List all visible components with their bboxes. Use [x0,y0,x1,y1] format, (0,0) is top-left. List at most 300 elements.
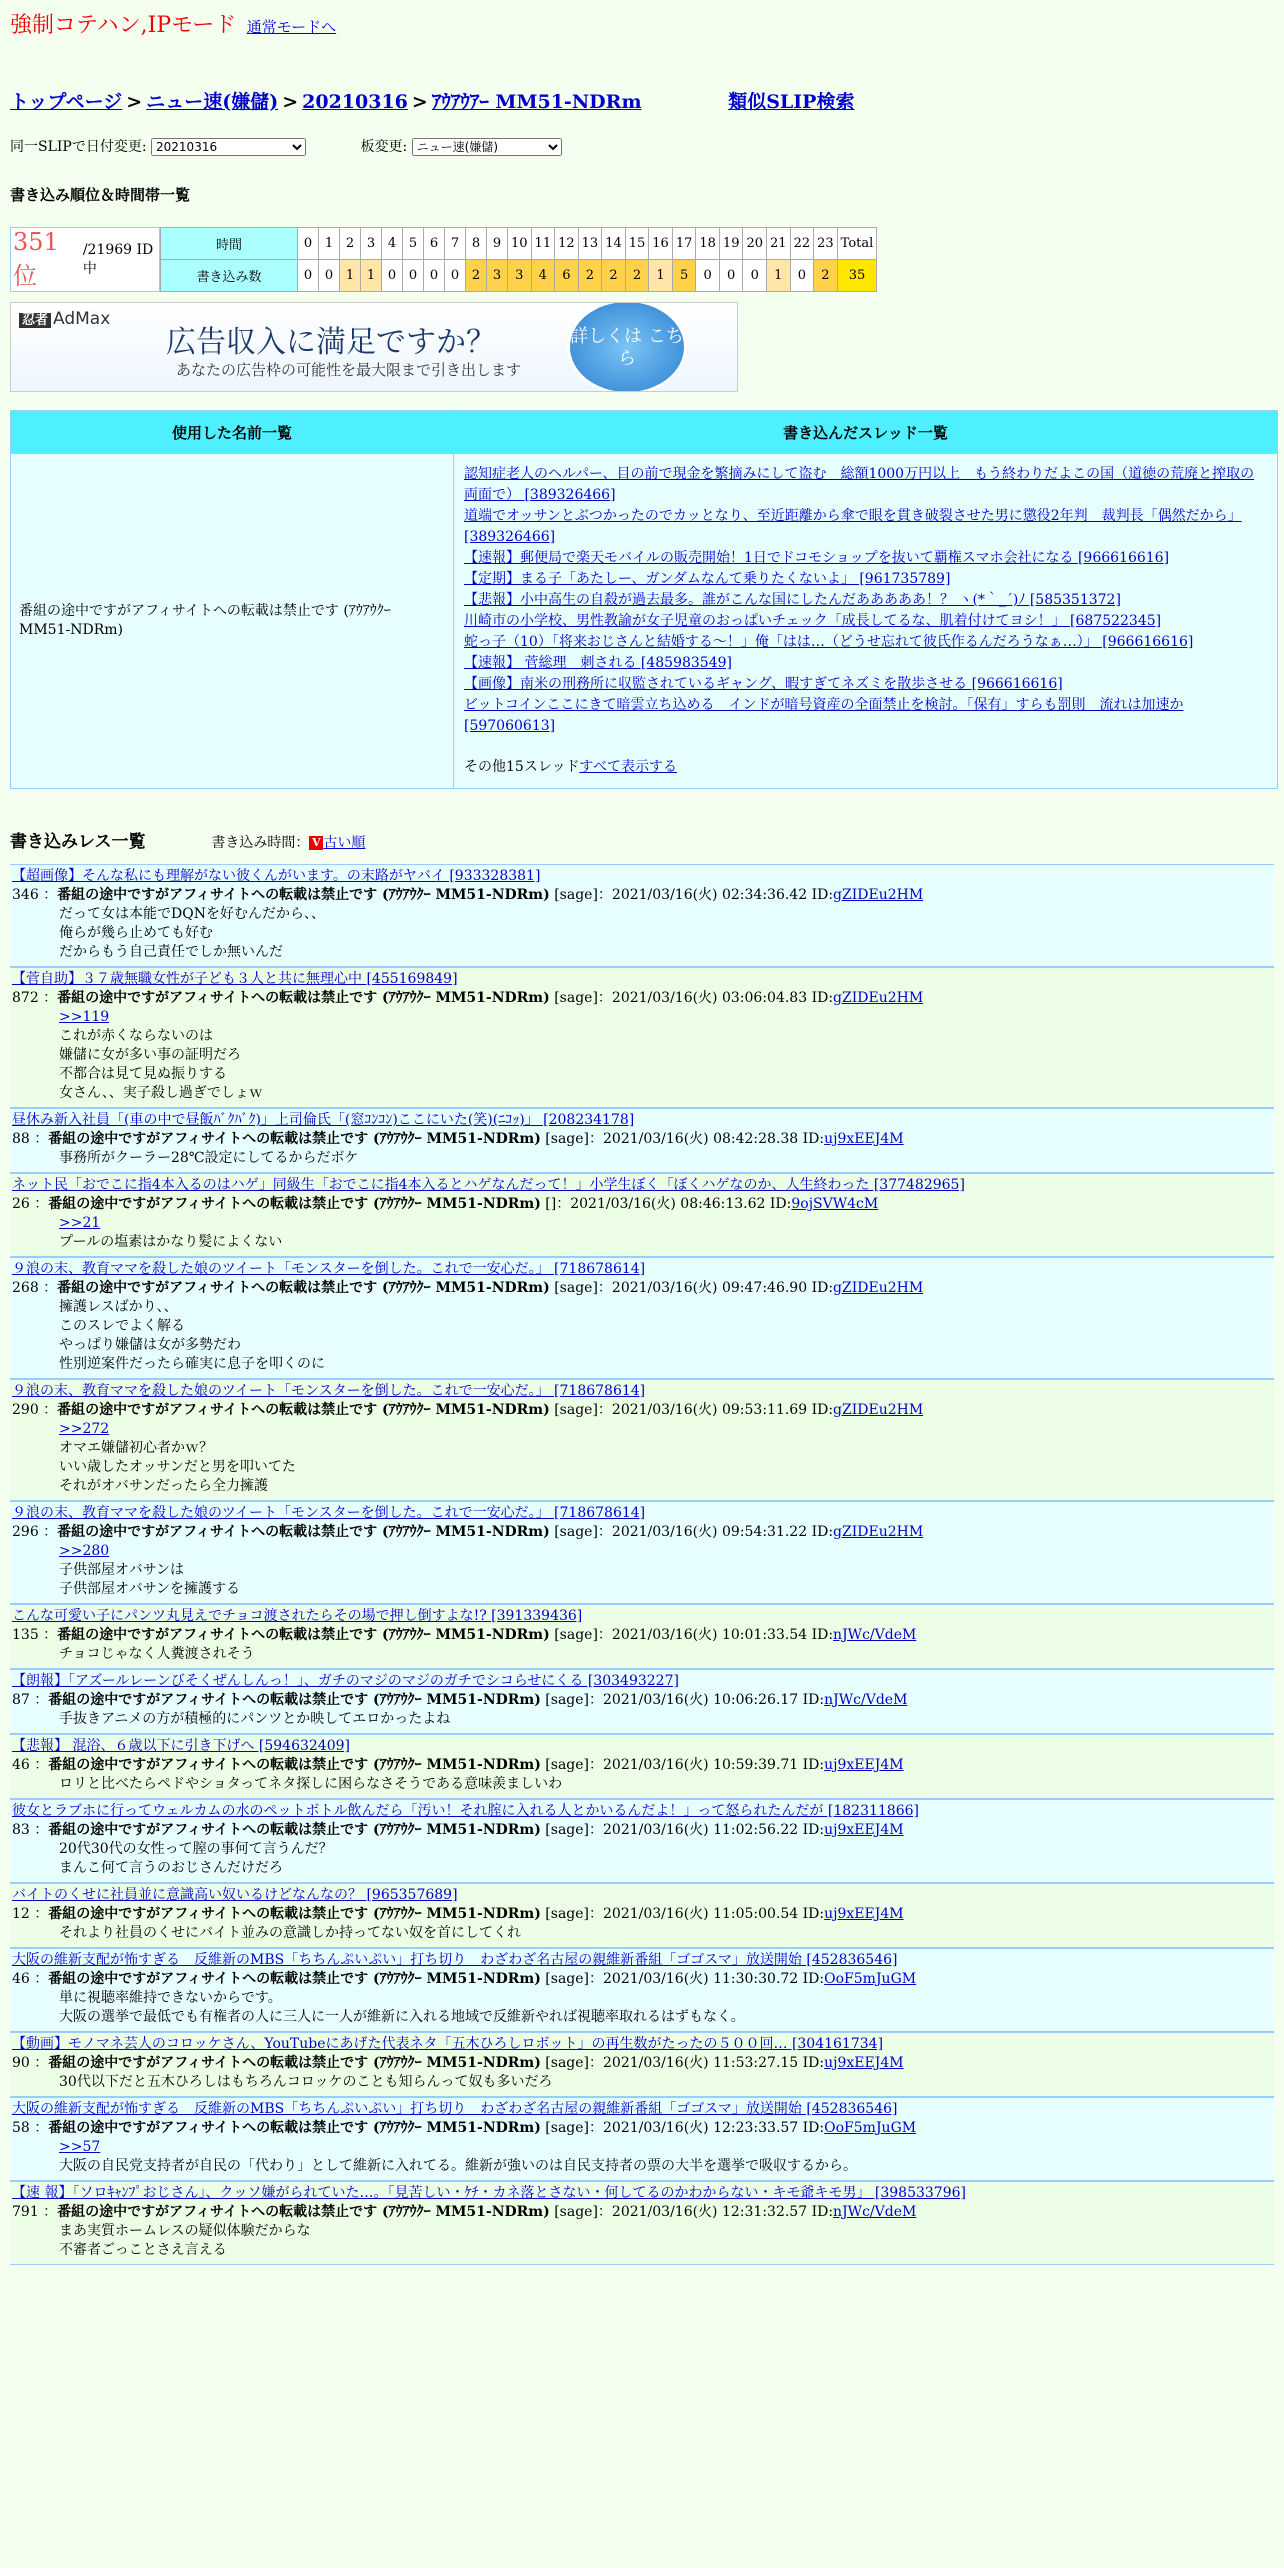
ad-subtext: あなたの広告枠の可能性を最大限まで引き出します [176,361,522,379]
reply-anchor [59,2138,1272,2157]
post [10,1669,1274,1734]
breadcrumb-sep: > [282,91,299,113]
hour-cell: 1 [319,228,340,260]
post-id-link[interactable]: gZIDEu2HM [833,990,924,1006]
thread-link[interactable]: ビットコインここにきて暗雲立ち込める インドが暗号資産の全面禁止を検討。「保有」すらも罰則 流れは加速か [597060613] [464,697,1184,734]
count-cell: 5 [672,260,696,292]
post-body [12,1924,1272,1943]
post-line: このスレでよく解る [59,1318,185,1334]
post [10,1948,1274,2032]
post-thread-link[interactable]: ネット民「おでこに指4本入るのはハゲ」同級生「おでこに指4本入るとハゲなんだって！」小学生ぼく「ぼくハゲなのか、人生終わった [377482965] [12,1177,965,1193]
post-mail: [sage]： [540,1906,603,1922]
count-cell: 2 [625,260,649,292]
post [10,1501,1274,1604]
sort-v-icon: V [309,836,323,850]
count-cell: 35 [837,260,877,292]
post-date: 2021/03/16(火) 09:53:11.69 ID: [611,1402,834,1418]
post-body [12,2073,1272,2092]
post [10,2181,1274,2265]
hour-cell: 19 [719,228,743,260]
post-meta [12,1130,1272,1149]
post-name: 番組の途中ですがアフィサイトへの転載は禁止です (ｱｳｱｳｸｰ MM51-NDRm) [57,1402,550,1418]
reply-anchor [59,1542,1272,1561]
post-thread-link[interactable]: 【動画】モノマネ芸人のコロッケさん、YouTubeにあげた代表ネタ「五木ひろしロボット」の再生数がたったの５００回… [304161734] [12,2036,884,2052]
post-number: 135 ： [12,1627,58,1643]
post-id-link[interactable]: gZIDEu2HM [833,1524,924,1540]
post-name: 番組の途中ですがアフィサイトへの転載は禁止です (ｱｳｱｳｸｰ MM51-NDRm) [57,990,550,1006]
hour-cell: 11 [531,228,555,260]
count-cell: 0 [319,260,340,292]
threads-column-header: 書き込んだスレッド一覧 [454,411,1278,454]
post-meta [12,2119,1272,2138]
post-body [12,1775,1272,1794]
count-cell: 1 [767,260,791,292]
post-date: 2021/03/16(火) 11:53:27.15 ID: [603,2055,825,2071]
post-id-link[interactable]: uj9xEEJ4M [824,1131,904,1147]
thread-list-item [464,674,1267,695]
post-name: 番組の途中ですがアフィサイトへの転載は禁止です (ｱｳｱｳｸｰ MM51-NDRm) [48,1971,541,1987]
post-id-link[interactable]: OoF5mJuGM [824,1971,917,1987]
post-id-link[interactable]: uj9xEEJ4M [824,1906,904,1922]
thread-list-cell [454,454,1278,789]
post-date: 2021/03/16(火) 08:46:13.62 ID: [570,1196,792,1212]
board-select[interactable] [412,138,562,156]
sort-control [211,835,365,851]
admax-logo [19,309,110,329]
res-section-header [10,827,1274,852]
post-meta [12,1691,1272,1710]
post-thread-link[interactable]: バイトのくせに社員並に意識高い奴いるけどなんなの？ [965357689] [12,1887,458,1903]
post-line: 大阪の選挙で最低でも有権者の人に三人に一人が維新に入れる地域で反維新やれば視聴率取れるはずもなく。 [59,2009,745,2025]
count-cell: 1 [340,260,361,292]
post-thread-link[interactable]: 彼女とラブホに行ってウェルカムの水のペットボトル飲んだら「汚い！それ腟に入れる人とかいるんだよ！」って怒られたんだが [182311866] [12,1803,919,1819]
used-name: 番組の途中ですがアフィサイトへの転載は禁止です (ｱｳｱｳｸｰ MM51-NDRm) [11,454,454,789]
post-mail: [sage]： [540,2055,603,2071]
hours-row [161,228,877,260]
post-list [10,864,1274,2265]
hour-cell: 6 [424,228,445,260]
post-thread-link[interactable]: 【朗報】「アズールレーンびそくぜんしんっ！」、ガチのマジのマジのガチでシコらせにくる [303493227] [12,1673,679,1689]
count-cell: 0 [696,260,720,292]
post-mail: [sage]： [540,1131,603,1147]
post-id-link[interactable]: gZIDEu2HM [833,1402,924,1418]
post-thread-link[interactable]: 【悲報】 混浴、６歳以下に引き下げへ [594632409] [12,1738,350,1754]
post [10,1173,1274,1257]
post-meta [12,886,1272,905]
reply-anchor [59,1008,1272,1027]
reply-anchor-link[interactable]: >>280 [59,1543,110,1559]
thread-list-item [464,695,1267,737]
post-line: それがオバサンだったら全力擁護 [59,1478,269,1494]
post-thread-link[interactable]: こんな可愛い子にパンツ丸見えでチョコ渡されたらその場で押し倒すよな!? [391339436] [12,1608,583,1624]
thread-list-item [464,464,1267,506]
post-meta [12,989,1272,1008]
show-all-threads-link[interactable]: すべて表示する [579,759,677,775]
post-mail: [sage]： [549,887,612,903]
post-thread-link[interactable]: 【菅自助】３７歳無職女性が子ども３人と共に無理心中 [455169849] [12,971,458,987]
post-id-link[interactable]: gZIDEu2HM [833,1280,924,1296]
rank-box [10,227,160,292]
hour-cell: 15 [625,228,649,260]
post-body [12,1542,1272,1599]
post-number: 12 ： [12,1906,49,1922]
post-line: プールの塩素はかなり髪によくない [59,1234,283,1250]
post-date: 2021/03/16(火) 12:31:32.57 ID: [611,2204,834,2220]
post-body [12,905,1272,962]
post-meta [12,1523,1272,1542]
count-cell: 3 [508,260,532,292]
counts-row [161,260,877,292]
post-mail: [sage]： [549,1627,612,1643]
post-meta [12,1821,1272,1840]
post-line: 30代以下だと五木ひろしはもちろんコロッケのことも知らんって奴も多いだろ [59,2074,553,2090]
post-number: 87 ： [12,1692,49,1708]
post-body [12,1710,1272,1729]
hour-cell: 12 [555,228,579,260]
post-name: 番組の途中ですがアフィサイトへの転載は禁止です (ｱｳｱｳｸｰ MM51-NDRm) [48,1692,541,1708]
post-line: 大阪の自民党支持者が自民の「代わり」として維新に入れてる。維新が強いのは自民支持者の票の大半を選挙で吸収するから。 [59,2158,857,2174]
thread-link[interactable]: 【悲報】小中高生の自殺が過去最多。誰がこんな国にしたんだあああああ！？ ヽ(*｀_´)ﾉ [585351372] [464,592,1121,608]
reply-anchor [59,1420,1272,1439]
post-mail: [sage]： [540,1822,603,1838]
post-id-link[interactable]: nJWc/VdeM [833,2204,917,2220]
hour-cell: 9 [487,228,508,260]
breadcrumb-slip[interactable]: ｱｳｱｳｱｰ MM51-NDRm [431,91,642,113]
post-thread-link[interactable]: 大阪の維新支配が怖すぎる 反維新のMBS「ちちんぷいぷい」打ち切り わざわざ名古屋の親維新番組「ゴゴスマ」放送開始 [452836546] [12,2101,898,2117]
count-cell: 0 [424,260,445,292]
thread-link[interactable]: 【速報】 菅総理 刺される [485983549] [464,655,732,671]
post-meta [12,1626,1272,1645]
hour-cell: 8 [466,228,487,260]
post-line: 不審者ごっことさえ言える [59,2242,227,2258]
count-cell: 6 [555,260,579,292]
post-id-link[interactable]: uj9xEEJ4M [824,2055,904,2071]
post [10,1379,1274,1501]
post [10,1734,1274,1799]
thread-list-item [464,632,1267,653]
post-line: やっぱり嫌儲は女が多勢だわ [59,1337,241,1353]
post-number: 268 ： [12,1280,58,1296]
post-name: 番組の途中ですがアフィサイトへの転載は禁止です (ｱｳｱｳｸｰ MM51-NDRm) [48,1822,541,1838]
post-name: 番組の途中ですがアフィサイトへの転載は禁止です (ｱｳｱｳｸｰ MM51-NDRm) [48,1196,541,1212]
post-id-link[interactable]: 9ojSVW4cM [791,1196,879,1212]
admax-logo-text: AdMax [53,309,111,329]
post-mail: [sage]： [540,1971,603,1987]
post-number: 346 ： [12,887,58,903]
post-name: 番組の途中ですがアフィサイトへの転載は禁止です (ｱｳｱｳｸｰ MM51-NDRm) [48,2055,541,2071]
thread-list-item [464,548,1267,569]
post-meta [12,1905,1272,1924]
mode-title: 強制コテハン,IPモード [10,13,237,38]
thread-list-item [464,653,1267,674]
post-line: いい歳したオッサンだと男を叩いてた [59,1459,296,1475]
post-line: 20代30代の女性って膣の事何て言うんだ？ [59,1841,333,1857]
count-cell: 2 [466,260,487,292]
post-line: ロリと比べたらペドやショタってネタ探しに困らなさそうである意味羨ましいわ [59,1776,563,1792]
post-date: 2021/03/16(火) 11:30:30.72 ID: [603,1971,825,1987]
count-cell: 2 [602,260,626,292]
post-meta [12,2203,1272,2222]
count-cell: 0 [382,260,403,292]
rank-total: /21969 ID中 [82,241,154,277]
post-line: 擁護レスばかり、、 [59,1299,178,1315]
count-cell: 0 [298,260,319,292]
thread-list-item [464,611,1267,632]
rank-value: 351 位 [13,228,59,290]
post [10,1604,1274,1669]
hours-row-label: 時間 [161,228,298,260]
breadcrumb-board[interactable]: ニュー速(嫌儲) [146,91,279,113]
post-name: 番組の途中ですがアフィサイトへの転載は禁止です (ｱｳｱｳｸｰ MM51-NDRm) [48,1906,541,1922]
post-body [12,1840,1272,1878]
post-name: 番組の途中ですがアフィサイトへの転載は禁止です (ｱｳｱｳｸｰ MM51-NDRm) [57,2204,550,2220]
breadcrumb-top[interactable]: トップページ [10,91,123,113]
count-cell: 1 [649,260,673,292]
count-cell: 0 [719,260,743,292]
post-date: 2021/03/16(火) 10:06:26.17 ID: [603,1692,825,1708]
post-mail: [sage]： [540,1757,603,1773]
post-date: 2021/03/16(火) 09:47:46.90 ID: [611,1280,834,1296]
post-number: 872 ： [12,990,58,1006]
hour-cell: 22 [790,228,814,260]
post-mail: [sage]： [549,990,612,1006]
post-line: チョコじゃなく人糞渡されそう [59,1646,255,1662]
post-line: まあ実質ホームレスの疑似体験だからな [59,2223,311,2239]
breadcrumb-sep: > [126,91,143,113]
post-mail: [sage]： [549,1402,612,1418]
count-cell: 0 [790,260,814,292]
board-change-label: 板変更: [360,139,408,155]
post [10,864,1274,967]
reply-anchor [59,1214,1272,1233]
post-mail: [sage]： [540,1692,603,1708]
post [10,2097,1274,2181]
post-id-link[interactable]: nJWc/VdeM [833,1627,917,1643]
post-number: 90 ： [12,2055,49,2071]
hour-cell: 5 [403,228,424,260]
controls [10,136,1274,156]
post-mail: [sage]： [549,1280,612,1296]
post-id-link[interactable]: gZIDEu2HM [833,887,924,903]
rank-section [10,227,1274,292]
reply-anchor-link[interactable]: >>21 [59,1215,101,1231]
post-meta [12,1970,1272,1989]
count-cell: 4 [531,260,555,292]
post-body [12,1298,1272,1374]
ad-details-button[interactable]: 詳しくは こちら [567,302,687,392]
post-date: 2021/03/16(火) 03:06:04.83 ID: [611,990,834,1006]
post-line: 事務所がクーラー28℃設定にしてるからだボケ [59,1150,359,1166]
post-thread-link[interactable]: ９浪の末、教育ママを殺した娘のツイート「モンスターを倒した。これで一安心だ。」 [718678614] [12,1383,646,1399]
names-column-header: 使用した名前一覧 [11,411,454,454]
thread-link[interactable]: 認知症老人のヘルパー、目の前で現金を繁摘みにして盗む 総額1000万円以上 もう終わりだよこの国（道徳の荒廃と搾取の両面で） [389326466] [464,466,1255,503]
post-date: 2021/03/16(火) 02:34:36.42 ID: [611,887,834,903]
post-name: 番組の途中ですがアフィサイトへの転載は禁止です (ｱｳｱｳｸｰ MM51-NDRm) [57,1280,550,1296]
post-date: 2021/03/16(火) 12:23:33.57 ID: [603,2120,825,2136]
post-body [12,1645,1272,1664]
post-mail: [sage]： [540,2120,603,2136]
post-number: 83 ： [12,1822,49,1838]
post-date: 2021/03/16(火) 10:01:33.54 ID: [611,1627,834,1643]
post-line: 手抜きアニメの方が積極的にパンツとか映してエロかったよね [59,1711,451,1727]
hour-cell: 16 [649,228,673,260]
post [10,1799,1274,1883]
post [10,1108,1274,1173]
hour-cell: 3 [361,228,382,260]
post-line: 子供部屋オバサンは [59,1562,185,1578]
res-heading: 書き込みレス一覧 [10,832,146,852]
hour-cell: 2 [340,228,361,260]
post-name: 番組の途中ですがアフィサイトへの転載は禁止です (ｱｳｱｳｸｰ MM51-NDRm) [57,1627,550,1643]
more-threads [464,757,1267,778]
date-select[interactable] [151,138,306,156]
post-name: 番組の途中ですがアフィサイトへの転載は禁止です (ｱｳｱｳｸｰ MM51-NDRm) [57,1524,550,1540]
post-number: 88 ： [12,1131,49,1147]
post-meta [12,1401,1272,1420]
post-date: 2021/03/16(火) 08:42:28.38 ID: [603,1131,825,1147]
post-body [12,2222,1272,2260]
post-line: 子供部屋オバサンを擁護する [59,1581,241,1597]
date-change-label: 同一SLIPで日付変更: [10,139,147,155]
reply-anchor-link[interactable]: >>119 [59,1009,110,1025]
post-number: 791 ： [12,2204,58,2220]
thread-link[interactable]: 蛇っ子（10）「将来おじさんと結婚する～！」俺「はは…（どうせ忘れて彼氏作るんだろうなぁ…）」 [966616616] [464,634,1194,650]
count-cell: 3 [487,260,508,292]
post-meta [12,1195,1272,1214]
post-line: 俺らが幾ら止めても好む [59,925,213,941]
post-line: だからもう自己責任でしか無いんだ [59,944,283,960]
post-number: 290 ： [12,1402,58,1418]
hour-cell: 18 [696,228,720,260]
post-id-link[interactable]: OoF5mJuGM [824,2120,917,2136]
hourly-table [160,227,877,292]
post [10,967,1274,1108]
hour-cell: 20 [743,228,767,260]
post-name: 番組の途中ですがアフィサイトへの転載は禁止です (ｱｳｱｳｸｰ MM51-NDRm) [48,1757,541,1773]
post-thread-link[interactable]: ９浪の末、教育ママを殺した娘のツイート「モンスターを倒した。これで一安心だ。」 [718678614] [12,1505,646,1521]
post-line: だって女は本能でDQNを好むんだから、、 [59,906,325,922]
hour-cell: 13 [578,228,602,260]
count-cell: 2 [814,260,838,292]
rank-heading: 書き込み順位＆時間帯一覧 [10,186,191,204]
hour-cell: 17 [672,228,696,260]
thread-list-item [464,569,1267,590]
names-threads-table [10,410,1278,789]
post-number: 26 ： [12,1196,49,1212]
post-date: 2021/03/16(火) 09:54:31.22 ID: [611,1524,834,1540]
post-line: オマエ嫌儲初心者かｗ？ [59,1440,213,1456]
count-cell: 0 [743,260,767,292]
sort-label: 書き込み時間： [211,835,310,851]
admax-logo-badge: 忍者 [19,313,51,328]
count-cell: 2 [578,260,602,292]
post-line: まんこ何て言うのおじさんだけだろ [59,1860,283,1876]
post-body [12,1989,1272,2027]
hour-cell: 21 [767,228,791,260]
reply-anchor-link[interactable]: >>272 [59,1421,110,1437]
post-meta [12,2054,1272,2073]
post-line: 女さん、、実子殺し過ぎでしょｗ [59,1085,263,1101]
hour-cell: 7 [445,228,466,260]
mode-header [10,8,1274,39]
post-id-link[interactable]: uj9xEEJ4M [824,1822,904,1838]
hour-cell: 14 [602,228,626,260]
post-name: 番組の途中ですがアフィサイトへの転載は禁止です (ｱｳｱｳｸｰ MM51-NDRm) [48,1131,541,1147]
reply-anchor-link[interactable]: >>57 [59,2139,101,2155]
post-body [12,1008,1272,1103]
ad-headline: 広告収入に満足ですか？ [166,325,496,360]
post-meta [12,1756,1272,1775]
post-body [12,1149,1272,1168]
thread-list-item [464,590,1267,611]
oldest-first-link[interactable]: 古い順 [323,835,366,851]
post-meta [12,1279,1272,1298]
post-number: 58 ： [12,2120,49,2136]
thread-link[interactable]: 川崎市の小学校、男性教諭が女子児童のおっぱいチェック「成長してるな、肌着付けてヨシ！」 [687522345] [464,613,1162,629]
post-thread-link[interactable]: 大阪の維新支配が怖すぎる 反維新のMBS「ちちんぷいぷい」打ち切り わざわざ名古屋の親維新番組「ゴゴスマ」放送開始 [452836546] [12,1952,898,1968]
post-line: 嫌儲に女が多い事の証明だろ [59,1047,241,1063]
post-thread-link[interactable]: 【超画像】そんな私にも理解がない彼くんがいます。の末路がヤバイ [933328381] [12,868,541,884]
post-mail: [sage]： [549,2204,612,2220]
post-body [12,2138,1272,2176]
thread-link[interactable]: 【速報】郵便局で楽天モバイルの販売開始！1日でドコモショップを抜いて覇権スマホ会社になる [966616616] [464,550,1170,566]
breadcrumb-sep: > [411,91,428,113]
post-line: これが赤くならないのは [59,1028,213,1044]
post-id-link[interactable]: nJWc/VdeM [824,1692,908,1708]
post [10,1883,1274,1948]
post-line: 単に視聴率維持できないからです。 [59,1990,282,2006]
normal-mode-link[interactable]: 通常モードへ [246,18,337,36]
hour-cell: 0 [298,228,319,260]
post-line: それより社員のくせにバイト並みの意識しか持ってない奴を首にしてくれ [59,1925,521,1941]
count-cell: 0 [445,260,466,292]
counts-row-label: 書き込み数 [161,260,298,292]
post-thread-link[interactable]: ９浪の末、教育ママを殺した娘のツイート「モンスターを倒した。これで一安心だ。」 [718678614] [12,1261,646,1277]
post-line: 性別逆案件だったら確実に息子を叩くのに [59,1356,325,1372]
ad-banner[interactable] [10,302,738,392]
count-cell: 1 [361,260,382,292]
post-line: 不都合は見て見ぬ振りする [59,1066,227,1082]
post-number: 46 ： [12,1757,49,1773]
breadcrumb [10,87,1274,114]
post-thread-link[interactable]: 昼休み新入社員「(車の中で昼飯ﾊﾞｸﾊﾞｸ)」上司倫氏「(窓ｺﾝｺﾝ)ここにいた(笑)(ﾆｺｯ)」 [208234178] [12,1112,635,1128]
post-name: 番組の途中ですがアフィサイトへの転載は禁止です (ｱｳｱｳｸｰ MM51-NDRm) [57,887,550,903]
more-threads-label: その他15スレッド [464,759,580,775]
post [10,2032,1274,2097]
post-number: 296 ： [12,1524,58,1540]
thread-link[interactable]: 道端でオッサンとぶつかったのでカッとなり、至近距離から傘で眼を貫き破裂させた男に懲役2年判 裁判長「偶然だから」 [389326466] [464,508,1242,545]
post-number: 46 ： [12,1971,49,1987]
post-mail: []： [540,1196,571,1212]
thread-link[interactable]: 【定期】まる子「あたしー、ガンダムなんて乗りたくないよ」 [961735789] [464,571,951,587]
post-body [12,1214,1272,1252]
post [10,1257,1274,1379]
similar-slip-search-link[interactable]: 類似SLIP検索 [728,91,855,113]
hour-cell: Total [837,228,877,260]
hour-cell: 23 [814,228,838,260]
breadcrumb-date[interactable]: 20210316 [302,91,408,113]
post-date: 2021/03/16(火) 11:05:00.54 ID: [603,1906,825,1922]
thread-list-item [464,506,1267,548]
post-name: 番組の途中ですがアフィサイトへの転載は禁止です (ｱｳｱｳｸｰ MM51-NDRm) [48,2120,541,2136]
thread-link[interactable]: 【画像】南米の刑務所に収監されているギャング、暇すぎてネズミを散歩させる [966616616] [464,676,1063,692]
hour-cell: 4 [382,228,403,260]
thread-list [464,464,1267,737]
hour-cell: 10 [508,228,532,260]
post-id-link[interactable]: uj9xEEJ4M [824,1757,904,1773]
post-thread-link[interactable]: 【速 報】「ソロｷｬﾝﾌﾟおじさん」、クッソ嫌がられていた…。「見苦しい・ｹﾁ・カネ落とさない・何してるのかわからない・キモ爺キモ男」 [398533796] [12,2185,966,2201]
count-cell: 0 [403,260,424,292]
